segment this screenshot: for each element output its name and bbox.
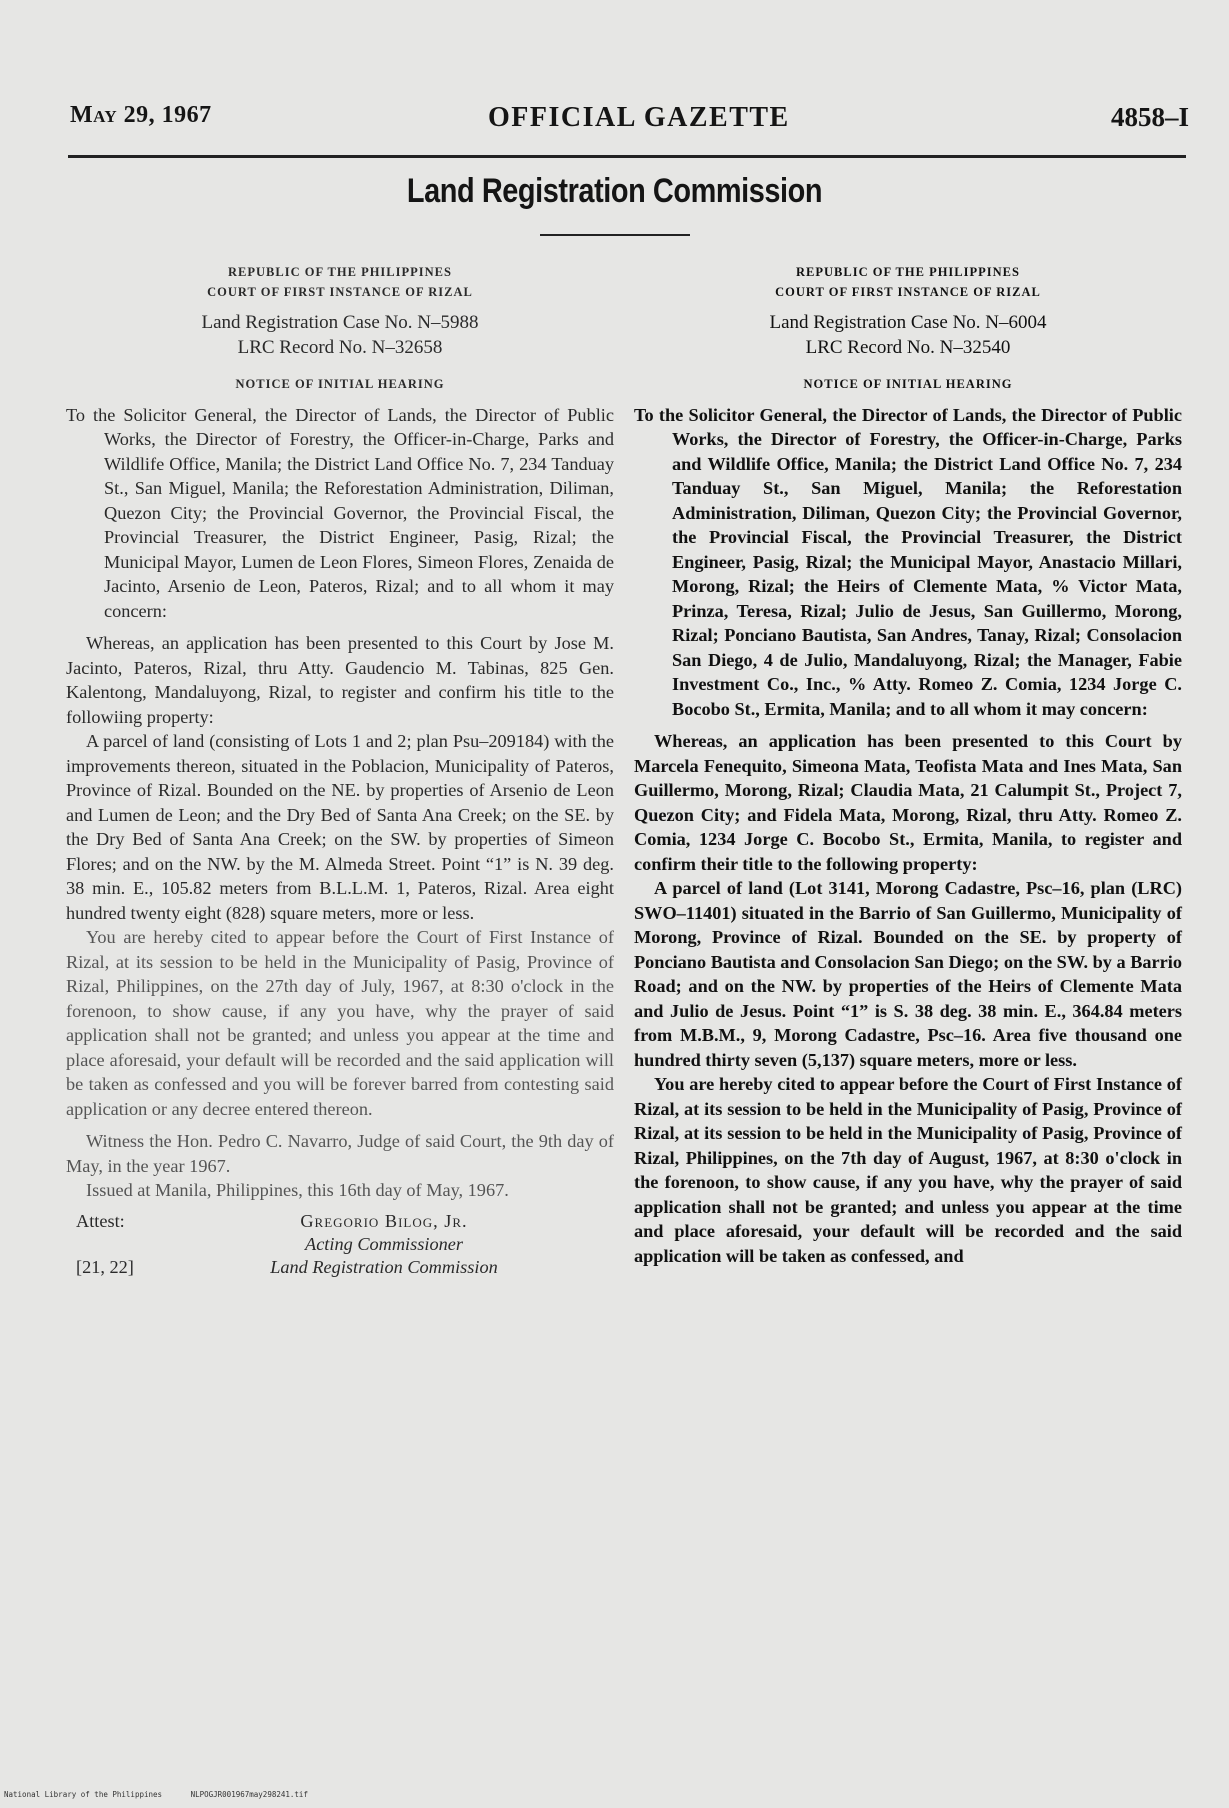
- republic-heading: REPUBLIC OF THE PHILIPPINES: [228, 265, 452, 279]
- signatory-title: Acting Commissioner: [305, 1233, 463, 1254]
- section-rule: [540, 234, 690, 236]
- issued-paragraph: Issued at Manila, Philippines, this 16th day of May, 1967.: [86, 1180, 509, 1200]
- court-heading: COURT OF FIRST INSTANCE OF RIZAL: [775, 285, 1041, 299]
- reference-number: [21, 22]: [76, 1256, 134, 1277]
- whereas-paragraph: Whereas, an application has been presented to this Court by Jose M. Jacinto, Pateros, Rizal, thru Atty. Gaudencio M. Tabinas, 825 Gen. Kalentong, Mandaluyong, Rizal, to register and confirm his title to the followiing property:: [66, 633, 614, 727]
- citation-paragraph: You are hereby cited to appear before the Court of First Instance of Rizal, at its session to be held in the Municipality of Pasig, Province of Rizal, Philippines, on the 27th day of July, 1967, at 8:30 o'clock in the forenoon, to show cause, if any you have, why the prayer of said application shall not be granted; and unless you appear at the time and place aforesaid, your default will be recorded and the said application will be taken as confessed and you will be forever barred from contesting said application or any decree entered thereon.: [66, 927, 614, 1119]
- page-number: 4858–I: [1110, 102, 1189, 132]
- parcel-description: A parcel of land (consisting of Lots 1 and 2; plan Psu–209184) with the improvements thereon, situated in the Poblacion, Municipality of Pateros, Province of Rizal. Bounded on the NE. by properties of Arsenio de Leon and Lumen de Leon; and the Dry Bed of Santa Ana Creek; on the SE. by the Dry Bed of Santa Ana Creek; on the SW. by properties of Simeon Flores; and on the NW. by the M. Almeda Street. Point “1” is N. 39 deg. 38 min. E., 105.82 meters from B.L.L.M. 1, Pateros, Rizal. Area eight hundred twenty eight (828) square meters, more or less.: [66, 731, 614, 923]
- record-number: LRC Record No. N–32658: [237, 337, 443, 358]
- notice-title: NOTICE OF INITIAL HEARING: [235, 377, 445, 391]
- issue-date: May 29, 1967: [70, 102, 212, 128]
- record-number: LRC Record No. N–32540: [805, 337, 1011, 358]
- citation-paragraph: You are hereby cited to appear before the Court of First Instance of Rizal, at its session to be held in the Municipality of Pasig, Province of Rizal, at its session to be held in the Municipality of Pasig, Province of Rizal, Philippines, on the 7th day of August, 1967, at 8:30 o'clock in the forenoon, to show cause, if any you have, why the prayer of said application shall not be granted; and unless you appear at the time and place aforesaid, your default will be recorded and the said application will be taken as confessed, and: [634, 1074, 1182, 1266]
- signatory-name: Gregorio Bilog, Jr.: [300, 1210, 468, 1231]
- footer-file: NLPOGJR001967may298241.tif: [190, 1790, 308, 1799]
- parcel-description: A parcel of land (Lot 3141, Morong Cadastre, Psc–16, plan (LRC) SWO–11401) situated in the Barrio of San Guillermo, Municipality of Morong, Province of Rizal. Bounded on the SE. by property of Ponciano Bautista and Consolacion San Diego; on the SW. by a Barrio Road; and on the NW. by properties of the Heirs of Clemente Mata and Julio de Jesus. Point “1” is S. 38 deg. 38 min. E., 364.84 meters from M.B.M., 9, Morong Cadastre, Psc–16. Area five thousand one hundred thirty seven (5,137) square meters, more or less.: [634, 878, 1182, 1070]
- publication-title: OFFICIAL GAZETTE: [488, 102, 790, 133]
- addressees: To the Solicitor General, the Director of Lands, the Director of Public Works, the Director of Forestry, the Officer-in-Charge, Parks and Wildlife Office, Manila; the District Land Office No. 7, 234 Tanduay St., San Miguel, Manila; the Reforestation Administration, Diliman, Quezon City; the Provincial Governor, the Provincial Fiscal, the Provincial Treasurer, the District Engineer, Pasig, Rizal; the Municipal Mayor, Lumen de Leon Flores, Simeon Flores, Zenaida de Jacinto, Arsenio de Leon, Pateros, Rizal; and to all whom it may concern:: [66, 404, 614, 621]
- signature-row: [66, 1209, 614, 1232]
- footer-source: National Library of the Philippines: [4, 1790, 163, 1799]
- witness-paragraph: Witness the Hon. Pedro C. Navarro, Judge of said Court, the 9th day of May, in the year 1967.: [66, 1131, 614, 1176]
- case-number: Land Registration Case No. N–6004: [769, 312, 1047, 333]
- scan-footer: [4, 1790, 332, 1799]
- whereas-paragraph: Whereas, an application has been presented to this Court by Marcela Fenequito, Simeona Mata, Teofista Mata and Ines Mata, San Guillermo, Morong, Rizal; Claudia Mata, 21 Calumpit St., Project 7, Quezon City; and Fidela Mata, Morong, Rizal, thru Atty. Romeo Z. Comia, 1234 Jorge C. Bocobo St., Ermita, Manila, to register and confirm their title to the following property:: [634, 731, 1182, 874]
- attest-label: Attest:: [76, 1210, 125, 1231]
- signatory-office-row: [66, 1255, 614, 1278]
- signatory-office: Land Registration Commission: [270, 1256, 498, 1277]
- addressees: To the Solicitor General, the Director of Lands, the Director of Public Works, the Director of Forestry, the Officer-in-Charge, Parks and Wildlife Office, Manila; the District Land Office No. 7, 234 Tanduay St., San Miguel, Manila; the Reforestation Administration, Diliman, Quezon City; the Provincial Governor, the Provincial Fiscal, the Provincial Treasurer, the District Engineer, Pasig, Rizal; the Municipal Mayor, Anastacio Millari, Morong, Rizal; the Heirs of Clemente Mata, % Victor Mata, Prinza, Teresa, Rizal; Julio de Jesus, San Guillermo, Morong, Rizal; Ponciano Bautista, San Andres, Tanay, Rizal; Consolacion San Diego, 4 de Julio, Mandaluyong, Rizal; the Manager, Fabie Investment Co., Inc., % Atty. Romeo Z. Comia, 1234 Jorge C. Bocobo St., Ermita, Manila; and to all whom it may concern:: [634, 404, 1182, 719]
- right-column-notice: [634, 262, 1182, 1268]
- notice-title: NOTICE OF INITIAL HEARING: [803, 377, 1013, 391]
- republic-heading: REPUBLIC OF THE PHILIPPINES: [796, 265, 1020, 279]
- signatory-title-row: [66, 1232, 614, 1255]
- header-rule: [68, 155, 1186, 158]
- case-number: Land Registration Case No. N–5988: [201, 312, 479, 333]
- section-title: Land Registration Commission: [406, 172, 823, 210]
- court-heading: COURT OF FIRST INSTANCE OF RIZAL: [207, 285, 473, 299]
- left-column-notice: [66, 262, 614, 1278]
